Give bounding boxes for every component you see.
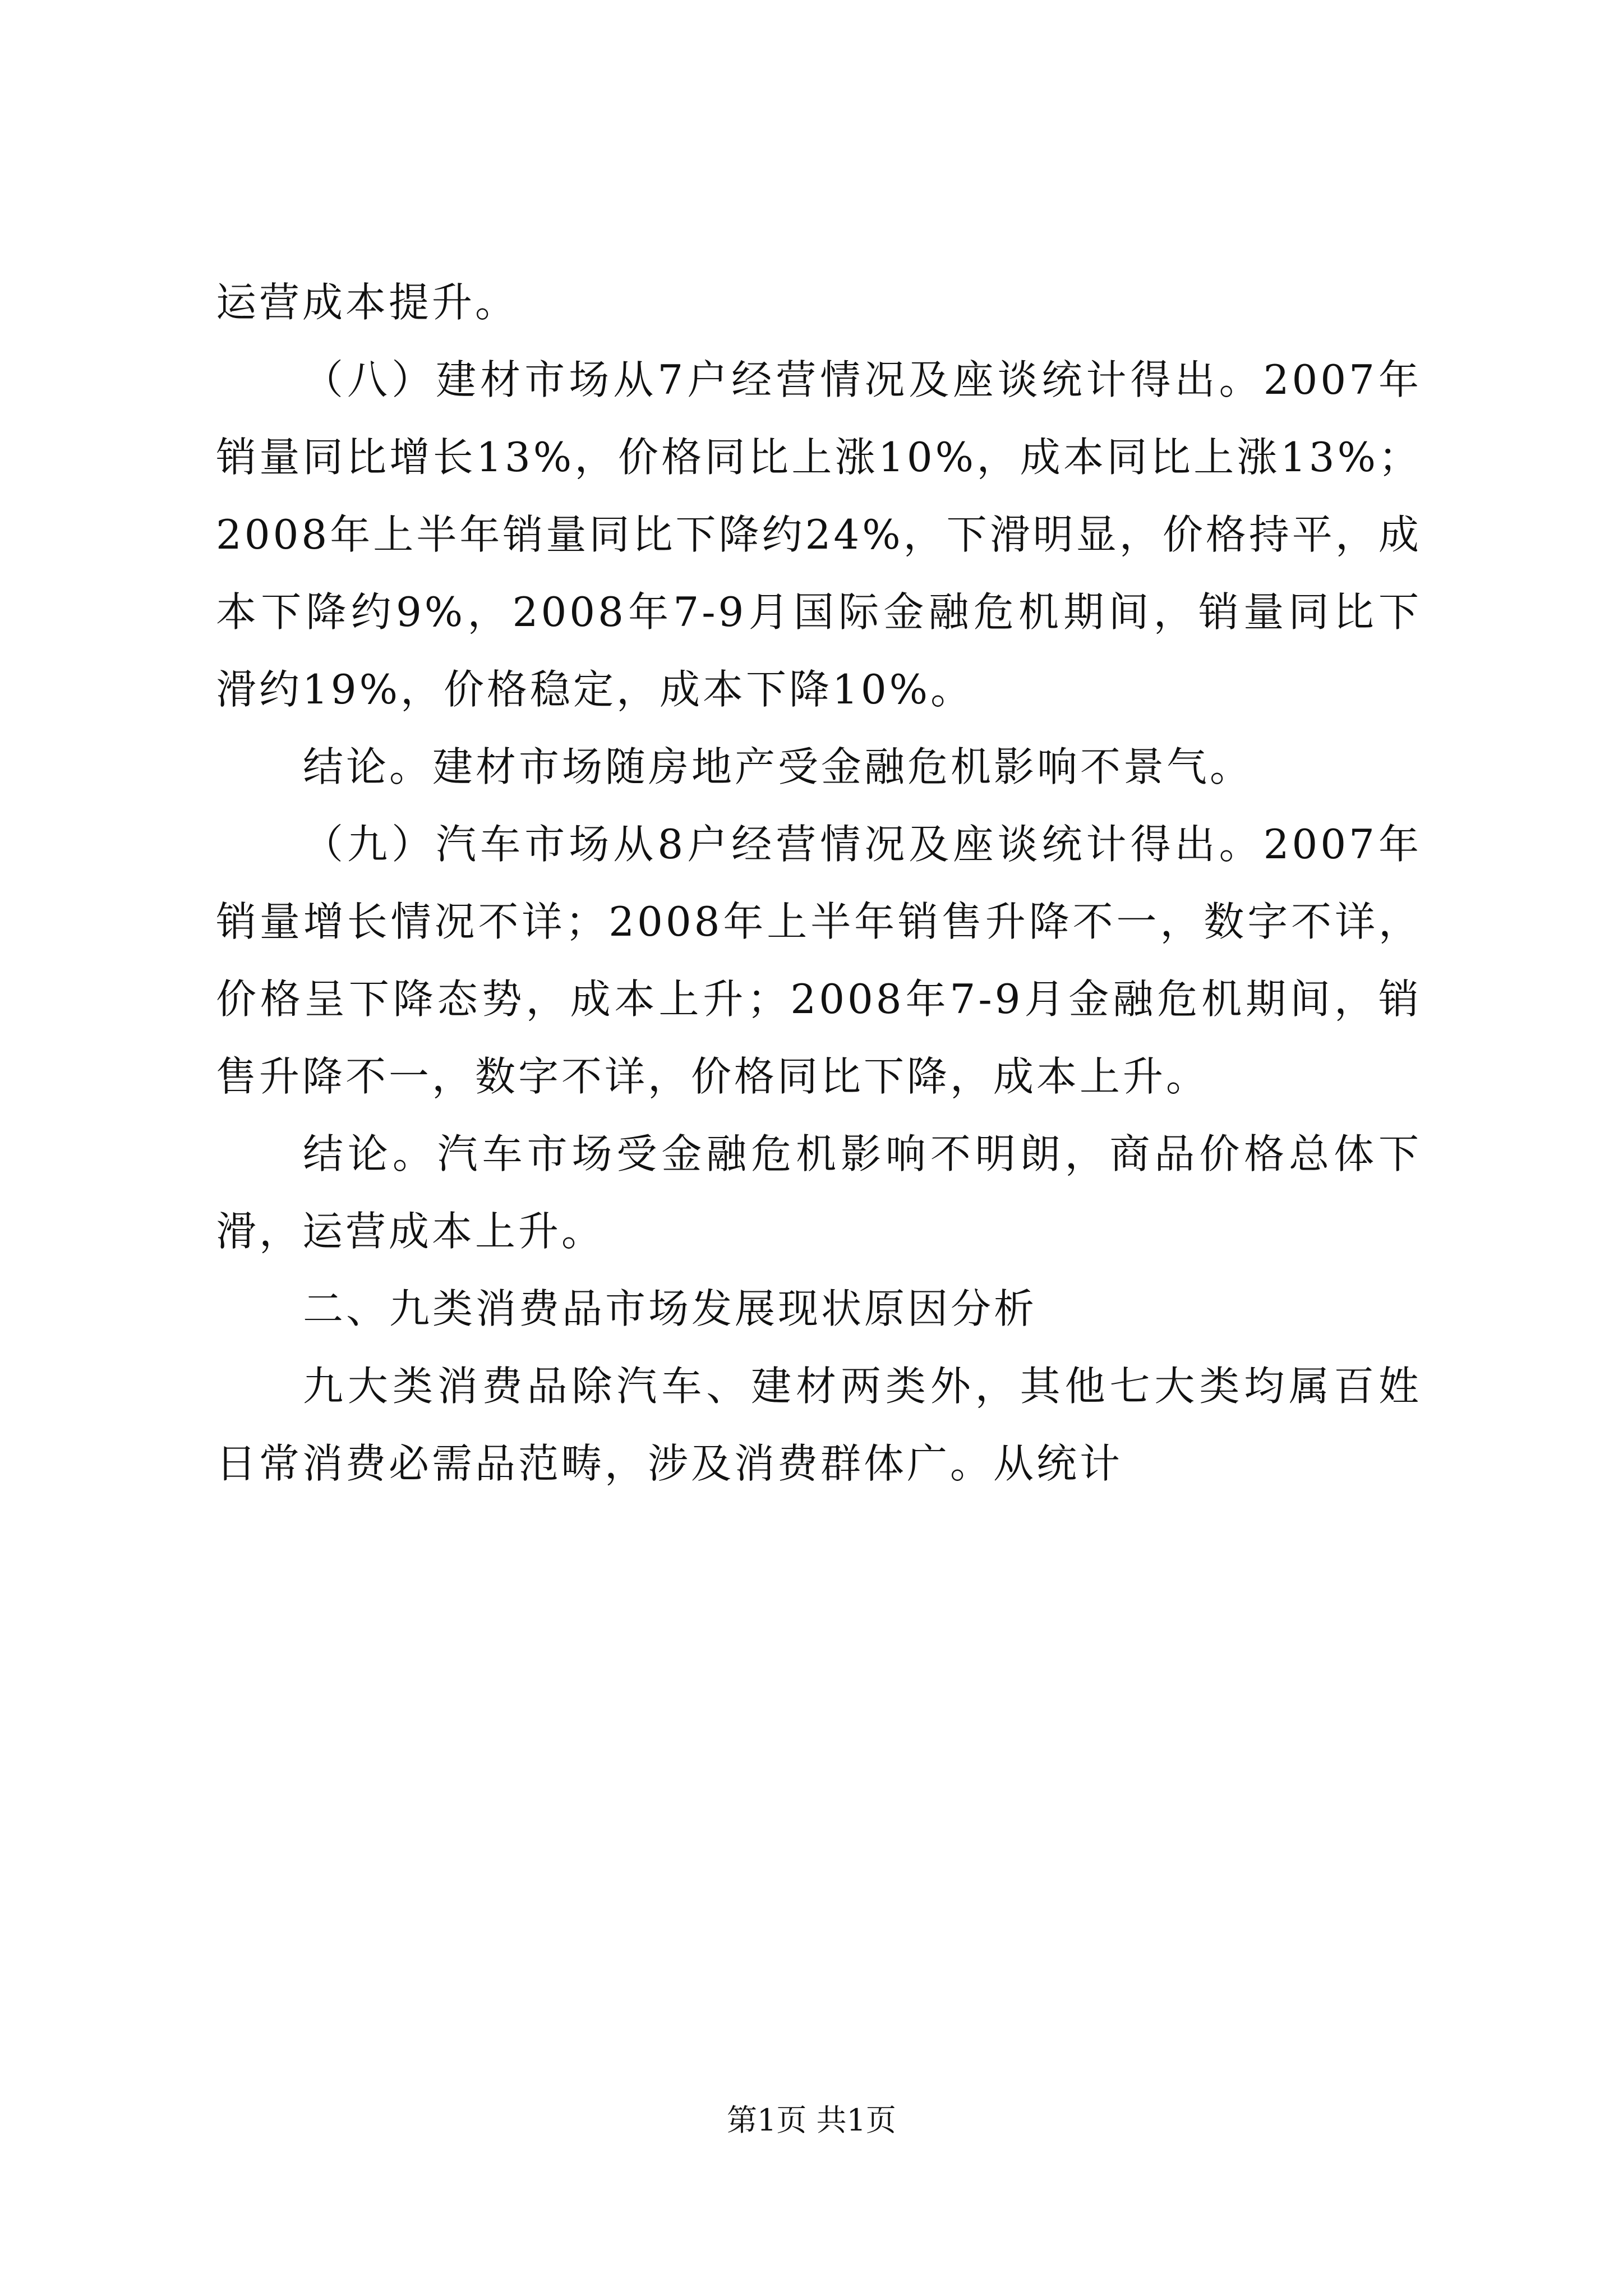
document-body bbox=[216, 264, 1422, 1502]
paragraph-7: 九大类消费品除汽车、建材两类外，其他七大类均属百姓日常消费必需品范畴，涉及消费群体广。从统计 bbox=[216, 1363, 1422, 1487]
paragraph-2: （八）建材市场从7户经营情况及座谈统计得出。2007年销量同比增长13%，价格同比上涨10%，成本同比上涨13%；2008年上半年销量同比下降约24%，下滑明显，价格持平，成本下降约9%，2008年7-9月国际金融危机期间，销量同比下滑约19%，价格稳定，成本下降10%。 bbox=[216, 356, 1422, 713]
page-footer: 第1页 共1页 bbox=[727, 2102, 896, 2138]
paragraph-5: 结论。汽车市场受金融危机影响不明朗，商品价格总体下滑，运营成本上升。 bbox=[216, 1130, 1422, 1255]
section-heading: 二、九类消费品市场发展现状原因分析 bbox=[303, 1285, 1038, 1332]
paragraph-3: 结论。建材市场随房地产受金融危机影响不景气。 bbox=[303, 743, 1253, 790]
paragraph-1: 运营成本提升。 bbox=[216, 279, 519, 326]
paragraph-4: （九）汽车市场从8户经营情况及座谈统计得出。2007年销量增长情况不详；2008年上半年销售升降不一，数字不详，价格呈下降态势，成本上升；2008年7-9月金融危机期间，销售升降不一，数字不详，价格同比下降，成本上升。 bbox=[216, 821, 1422, 1100]
